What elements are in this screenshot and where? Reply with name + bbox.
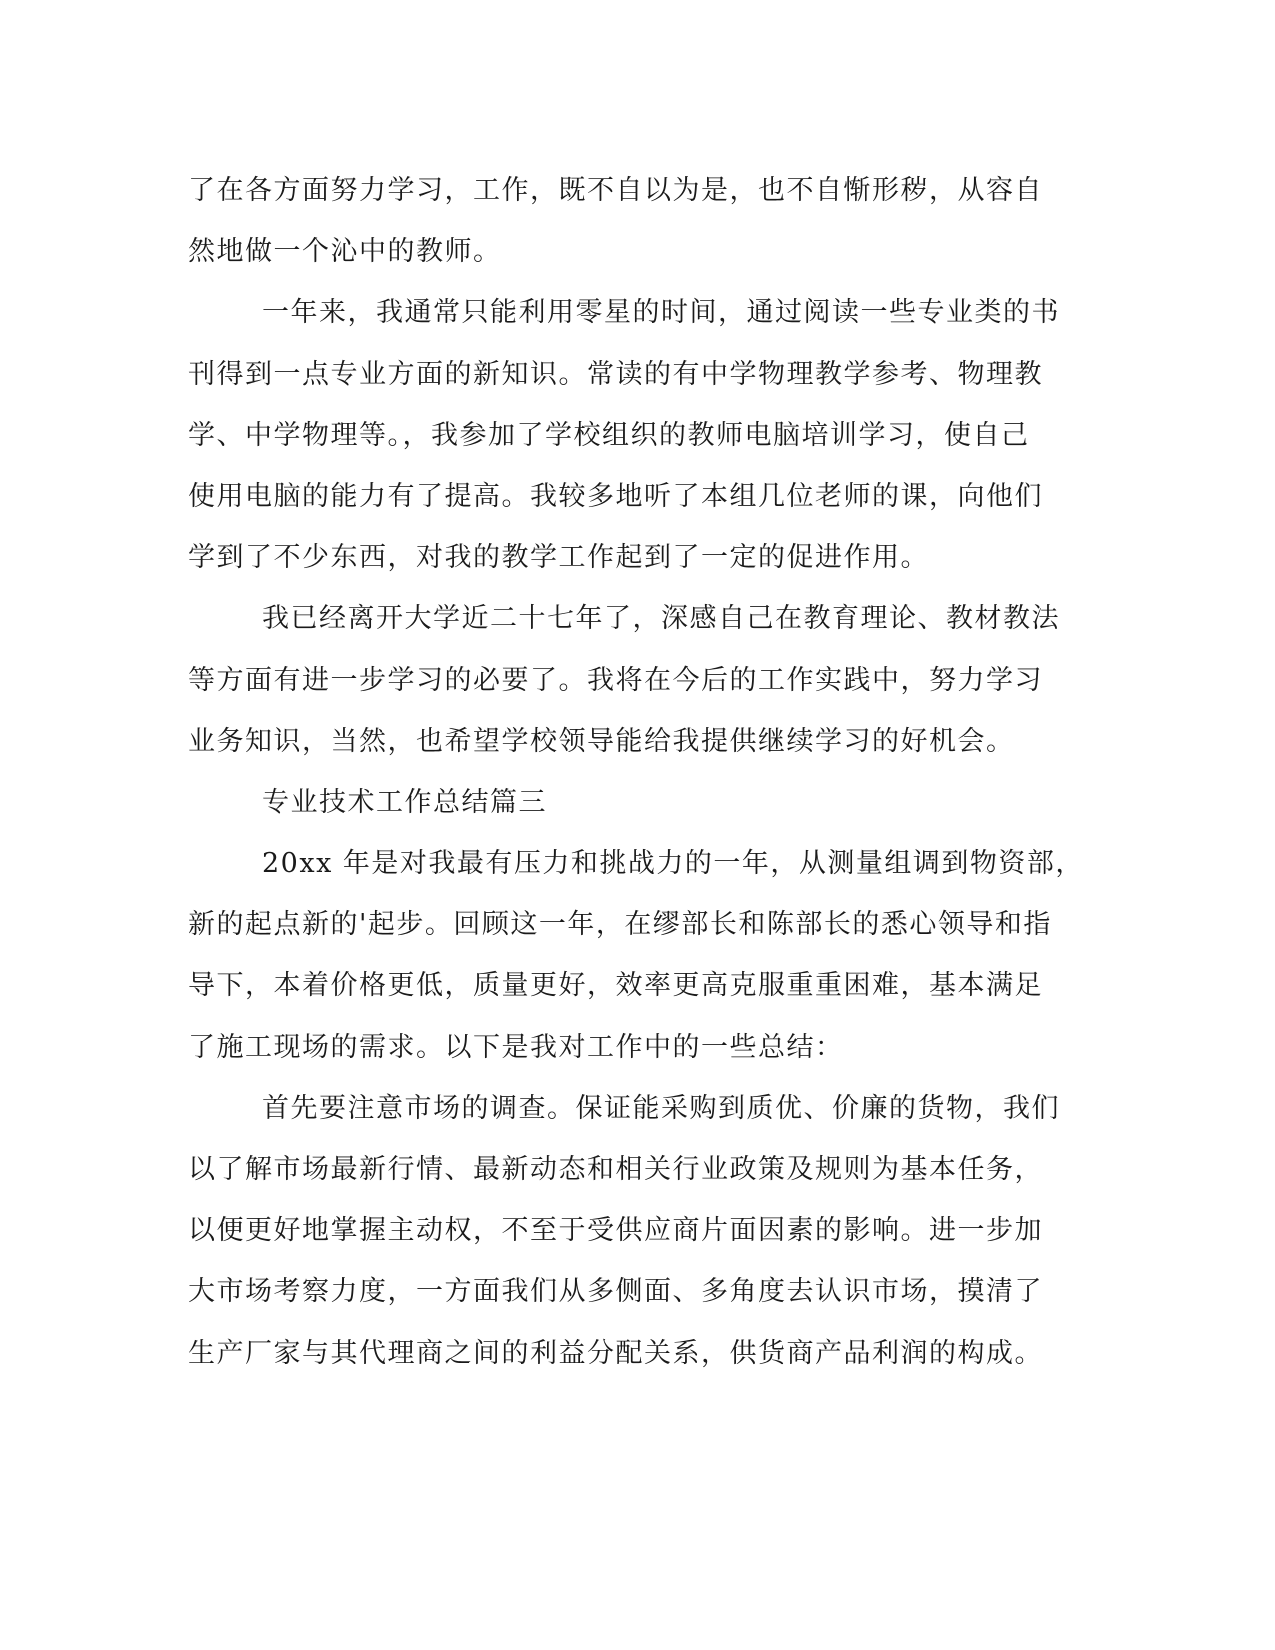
text-line-18: 以便更好地掌握主动权，不至于受供应商片面因素的影响。进一步加 (188, 1215, 1043, 1247)
text-line-9: 等方面有进一步学习的必要了。我将在今后的工作实践中，努力学习 (188, 664, 1043, 696)
text-line-10: 业务知识，当然，也希望学校领导能给我提供继续学习的好机会。 (188, 725, 1015, 757)
text-line-14: 导下，本着价格更低，质量更好，效率更高克服重重困难，基本满足 (188, 970, 1043, 1002)
text-line-7: 学到了不少东西，对我的教学工作起到了一定的促进作用。 (188, 542, 929, 574)
text-line-13: 新的起点新的'起步。回顾这一年，在缪部长和陈部长的悉心领导和指 (188, 909, 1052, 941)
text-line-4: 刊得到一点专业方面的新知识。常读的有中学物理教学参考、物理教 (188, 358, 1043, 390)
text-line-16: 首先要注意市场的调查。保证能采购到质优、价廉的货物，我们 (262, 1092, 1060, 1124)
text-line-12: 20xx 年是对我最有压力和挑战力的一年，从测量组调到物资部， (262, 848, 1084, 880)
text-line-6: 使用电脑的能力有了提高。我较多地听了本组几位老师的课，向他们 (188, 480, 1043, 512)
text-line-8: 我已经离开大学近二十七年了，深感自己在教育理论、教材教法 (262, 603, 1060, 635)
text-line-15: 了施工现场的需求。以下是我对工作中的一些总结： (188, 1031, 844, 1063)
text-line-2: 然地做一个沁中的教师。 (188, 236, 502, 268)
text-line-20: 生产厂家与其代理商之间的利益分配关系，供货商产品利润的构成。 (188, 1337, 1043, 1369)
text-line-5: 学、中学物理等。，我参加了学校组织的教师电脑培训学习，使自己 (188, 419, 1030, 451)
text-line-1: 了在各方面努力学习，工作，既不自以为是，也不自惭形秽，从容自 (188, 175, 1043, 206)
section-heading: 专业技术工作总结篇三 (262, 786, 547, 818)
document-body (188, 160, 1084, 1384)
text-line-17: 以了解市场最新行情、最新动态和相关行业政策及规则为基本任务， (188, 1154, 1043, 1185)
text-line-19: 大市场考察力度，一方面我们从多侧面、多角度去认识市场，摸清了 (188, 1276, 1043, 1308)
text-line-3: 一年来，我通常只能利用零星的时间，通过阅读一些专业类的书 (262, 297, 1060, 329)
